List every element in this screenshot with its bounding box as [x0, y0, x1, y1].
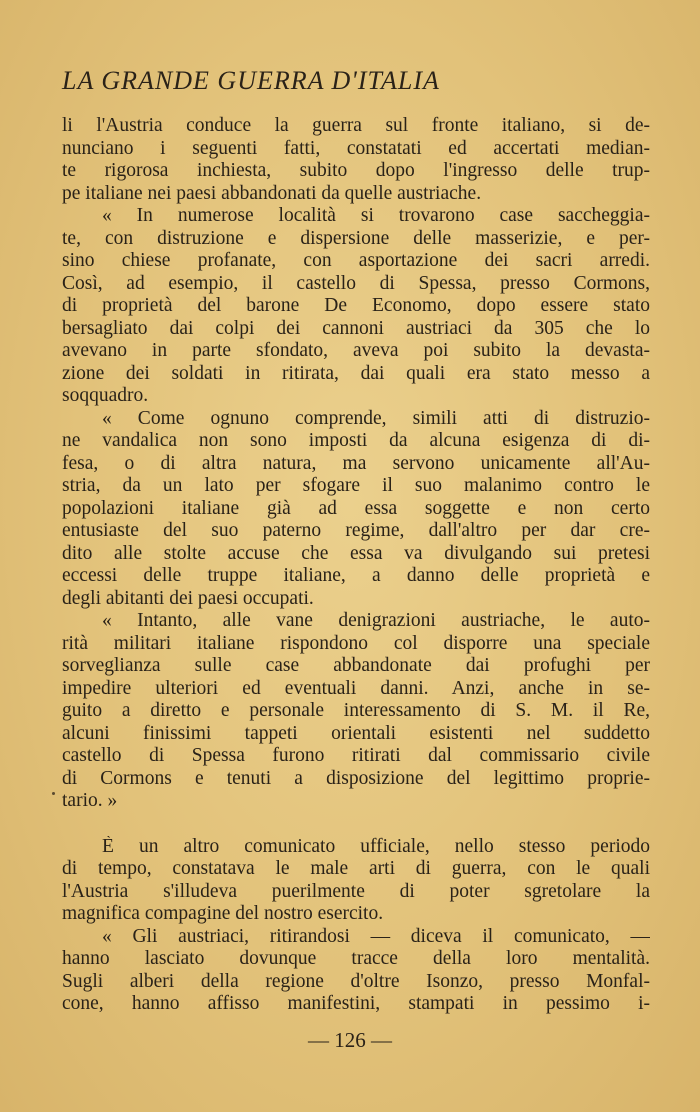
text-line: degli abitanti dei paesi occupati. [62, 587, 314, 609]
text-line: dito alle stolte accuse che essa va divulgando sui pretesi [62, 542, 650, 564]
text-line: avevano in parte sfondato, aveva poi subito la devasta- [62, 340, 650, 361]
text-line: sino chiese profanate, con asportazione dei sacri arredi. [62, 250, 650, 271]
text-line: bersagliato dai colpi dei cannoni austriaci da 305 che lo [62, 317, 650, 339]
text-line: Sugli alberi della regione d'oltre Isonzo, presso Monfal- [62, 970, 650, 992]
text-line: popolazioni italiane già ad essa soggette e non certo [62, 497, 650, 519]
text-line: li l'Austria conduce la guerra sul fronte italiano, si de- [62, 115, 650, 136]
text-line: magnifica compagine del nostro esercito. [62, 903, 384, 924]
page-number: — 126 — [308, 1028, 392, 1052]
text-line: di Cormons e tenuti a disposizione del legittimo proprie- [62, 767, 650, 789]
text-line: sorveglianza sulle case abbandonate dai profughi per [62, 655, 650, 676]
text-line: guito a diretto e personale interessamento di S. M. il Re, [62, 700, 650, 721]
text-line: « Come ognuno comprende, simili atti di distruzio- [102, 407, 650, 429]
text-line: « In numerose località si trovarono case saccheggia- [102, 205, 650, 226]
text-line: eccessi delle truppe italiane, a danno delle proprietà e [62, 565, 650, 586]
text-line: te rigorosa inchiesta, subito dopo l'ingresso delle trup- [62, 160, 650, 181]
margin-speck [52, 792, 55, 795]
text-line: di tempo, constatava le male arti di guerra, con le quali [62, 858, 650, 879]
body-text [62, 115, 650, 1016]
paragraph-gap [62, 813, 650, 836]
text-line: Così, ad esempio, il castello di Spessa, presso Cormons, [62, 272, 650, 294]
text-line: impedire ulteriori ed eventuali danni. Anzi, anche in se- [62, 677, 650, 699]
text-line: pe italiane nei paesi abbandonati da quelle austriache. [62, 182, 482, 204]
text-line: l'Austria s'illudeva puerilmente di poter sgretolare la [62, 880, 650, 902]
text-line: entusiaste del suo paterno regime, dall'altro per dar cre- [62, 520, 650, 541]
text-line: te, con distruzione e dispersione delle masserizie, e per- [62, 227, 650, 249]
text-line: hanno lasciato dovunque tracce della loro mentalità. [62, 948, 650, 969]
text-line: stria, da un lato per sfogare il suo malanimo contro le [62, 475, 650, 496]
running-head: LA GRANDE GUERRA D'ITALIA [62, 66, 440, 95]
text-line: È un altro comunicato ufficiale, nello stesso periodo [102, 835, 650, 857]
text-line: « Intanto, alle vane denigrazioni austriache, le auto- [102, 610, 650, 631]
text-line: cone, hanno affisso manifestini, stampati in pessimo i- [62, 993, 650, 1014]
text-line: castello di Spessa furono ritirati dal commissario civile [62, 745, 650, 766]
text-line: di proprietà del barone De Economo, dopo essere stato [62, 295, 650, 316]
text-line: soqquadro. [62, 385, 149, 406]
text-line: fesa, o di altra natura, ma servono unicamente all'Au- [62, 452, 650, 474]
text-line: « Gli austriaci, ritirandosi — diceva il comunicato, — [102, 925, 650, 947]
text-line: alcuni finissimi tappeti orientali esistenti nel suddetto [62, 722, 650, 744]
text-line: rità militari italiane rispondono col disporre una speciale [62, 632, 650, 654]
text-line: zione dei soldati in ritirata, dai quali era stato messo a [62, 362, 650, 384]
text-line: nunciano i seguenti fatti, constatati ed accertati median- [62, 137, 650, 159]
text-line: ne vandalica non sono imposti da alcuna esigenza di di- [62, 430, 650, 451]
text-line: tario. » [62, 790, 118, 811]
